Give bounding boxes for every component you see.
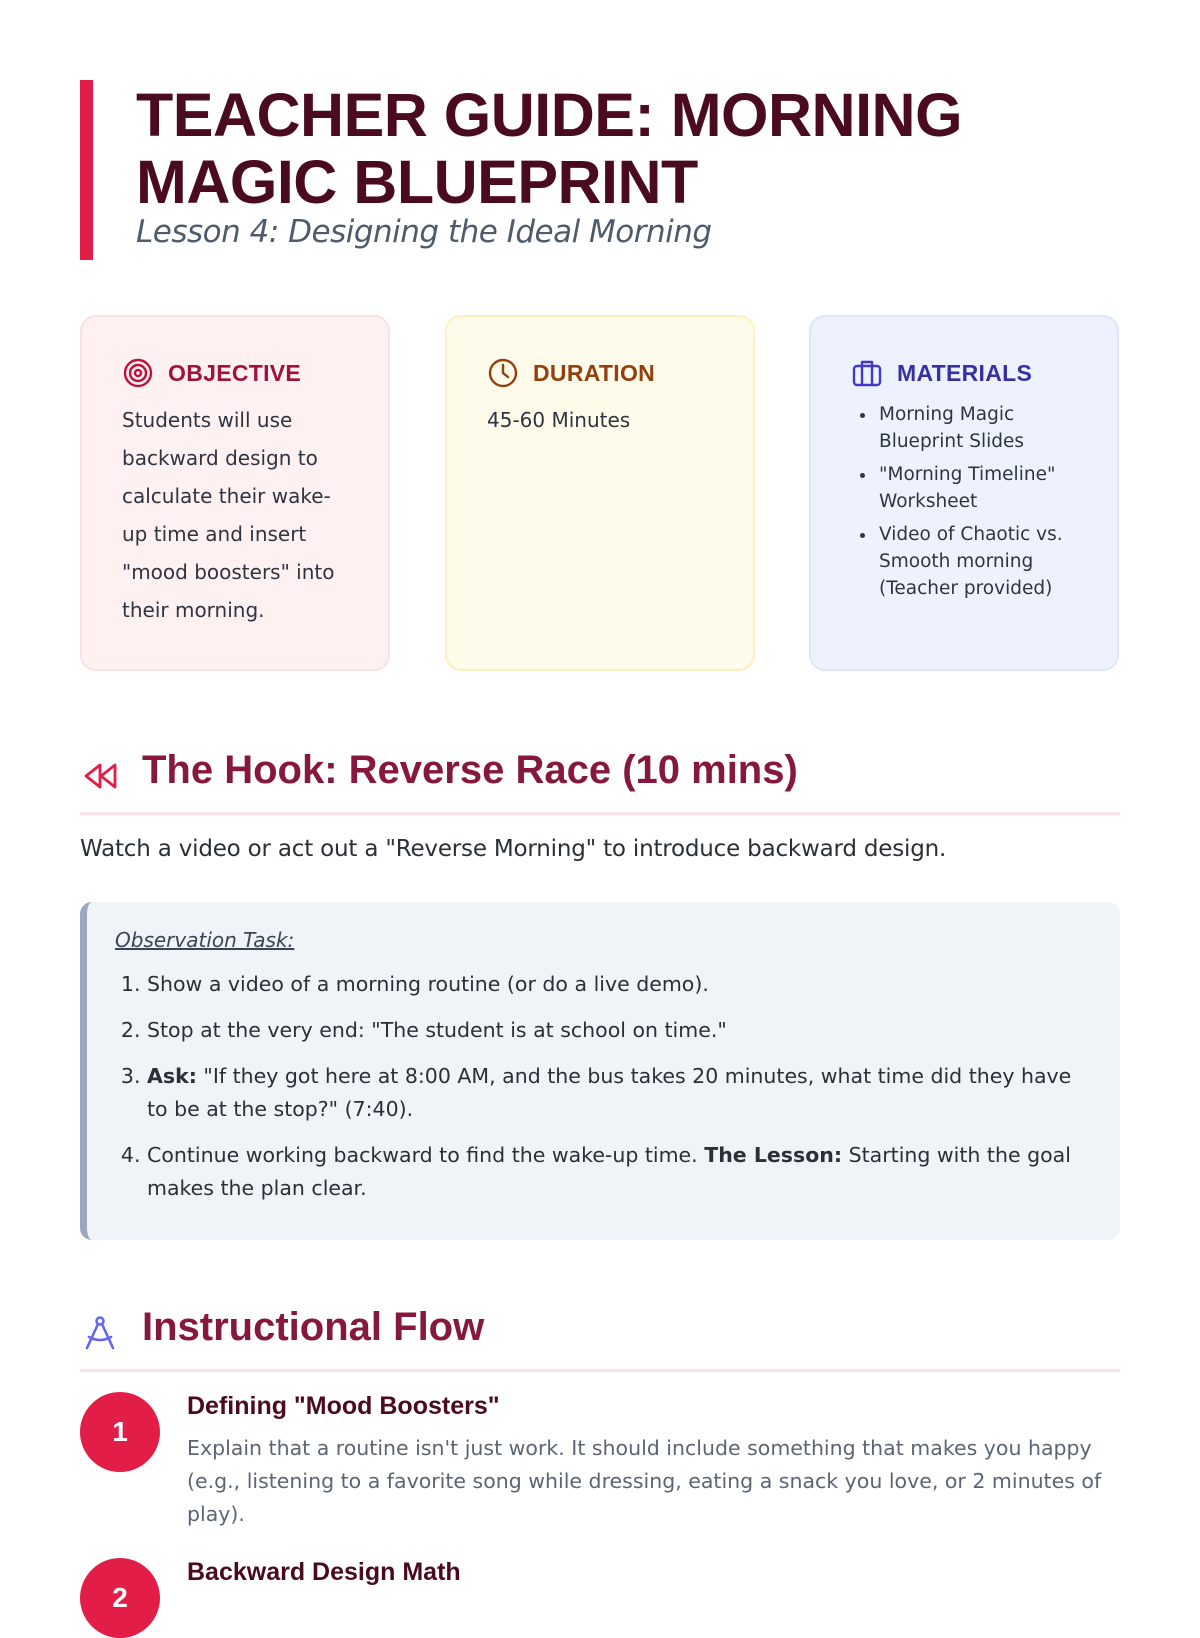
hook-section-title: The Hook: Reverse Race (10 mins) xyxy=(142,747,798,792)
step-text: Stop at the very end: "The student is at school on time." xyxy=(147,1018,727,1042)
step-title: Defining "Mood Boosters" xyxy=(187,1392,500,1420)
materials-title: MATERIALS xyxy=(897,359,1033,386)
step-text: Show a video of a morning routine (or do a live demo). xyxy=(147,972,709,996)
flow-section-title: Instructional Flow xyxy=(142,1304,485,1349)
step-lesson-label: The Lesson: xyxy=(704,1143,843,1167)
observation-step xyxy=(147,1060,1090,1126)
header-accent-bar xyxy=(80,80,93,260)
step-title: Backward Design Math xyxy=(187,1558,461,1586)
target-icon xyxy=(122,357,154,389)
observation-steps xyxy=(115,968,1090,1205)
materials-card-header xyxy=(851,355,1077,391)
materials-list xyxy=(851,401,1077,602)
materials-card xyxy=(809,315,1119,671)
objective-title: OBJECTIVE xyxy=(168,359,302,386)
duration-title: DURATION xyxy=(533,359,656,386)
observation-step xyxy=(147,1139,1090,1205)
observation-step xyxy=(147,968,1090,1001)
compass-icon xyxy=(80,1313,120,1353)
duration-text: 45-60 Minutes xyxy=(487,408,631,432)
step-number-badge: 2 xyxy=(80,1558,160,1638)
duration-card-header xyxy=(487,355,713,391)
info-cards xyxy=(80,315,1120,675)
flow-section-header xyxy=(80,1297,1120,1372)
observation-step xyxy=(147,1014,1090,1047)
list-item: • Morning Magic Blueprint Slides xyxy=(877,401,1077,455)
page-title: TEACHER GUIDE: MORNING MAGIC BLUEPRINT xyxy=(136,81,963,216)
hook-section-header xyxy=(80,740,1120,815)
step-description: Explain that a routine isn't just work. It should include something that makes you happy (e.g., listening to a favorite song while dressing, eating a snack you love, or 2 minutes of play). xyxy=(187,1436,1102,1526)
step-lesson-text: Starting with the goal makes the plan clear. xyxy=(147,1143,1071,1200)
clock-icon xyxy=(487,357,519,389)
step-text: Continue working backward to find the wake-up time. xyxy=(147,1143,705,1167)
observation-task-box xyxy=(80,902,1120,1240)
list-item: • "Morning Timeline" Worksheet xyxy=(877,461,1077,515)
objective-card xyxy=(80,315,390,671)
duration-card xyxy=(445,315,755,671)
observation-task-label: Observation Task: xyxy=(115,928,295,952)
list-item: • Video of Chaotic vs. Smooth morning (Teacher provided) xyxy=(877,521,1077,602)
hook-intro: Watch a video or act out a "Reverse Morning" to introduce backward design. xyxy=(80,836,947,862)
step-prefix: Ask: xyxy=(147,1064,197,1088)
lesson-subtitle: Lesson 4: Designing the Ideal Morning xyxy=(136,214,712,250)
step-text: "If they got here at 8:00 AM, and the bus takes 20 minutes, what time did they have to be at the stop?" (7:40). xyxy=(147,1064,1072,1121)
guide-header xyxy=(80,80,1120,260)
objective-card-header xyxy=(122,355,348,391)
objective-text: Students will use backward design to calculate their wake-up time and insert "mood boosters" into their morning. xyxy=(122,408,335,622)
rewind-icon xyxy=(80,756,120,796)
teacher-guide-page xyxy=(80,80,1120,1613)
step-number-badge: 1 xyxy=(80,1392,160,1472)
briefcase-icon xyxy=(851,357,883,389)
